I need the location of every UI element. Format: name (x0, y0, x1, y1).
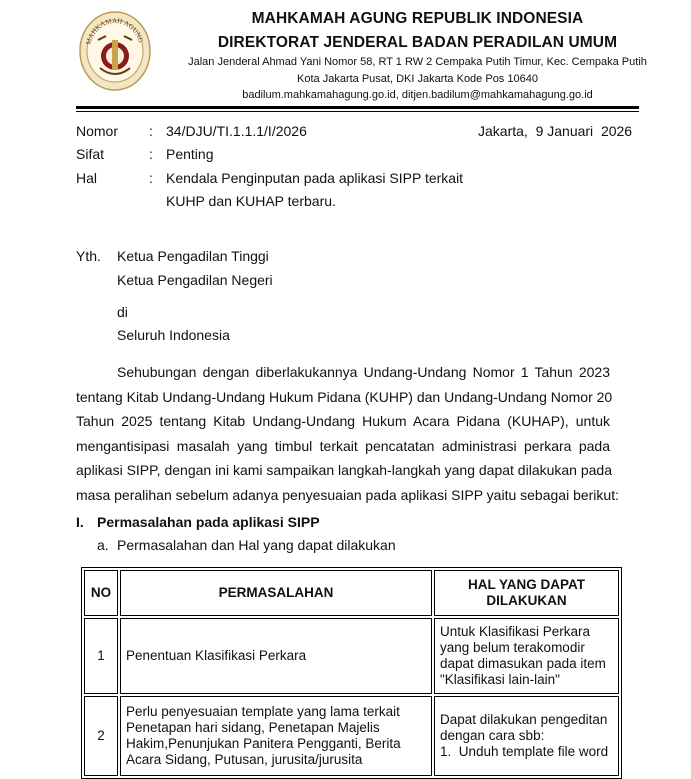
table-row (84, 618, 619, 694)
body-line: masa peralihan sebelum adanya penyesuaian pada aplikasi SIPP yaitu sebagai berikut: (76, 486, 619, 503)
sifat-label: Sifat (76, 146, 105, 162)
header-action-line-2: DILAKUKAN (486, 593, 567, 608)
problem-table (81, 567, 622, 779)
subsection-title: Permasalahan dan Hal yang dapat dilakukan (117, 537, 396, 553)
row-no: 1 (84, 618, 118, 694)
address-line-1: Jalan Jenderal Ahmad Yani Nomor 58, RT 1 RW 2 Cempaka Putih Timur, Kec. Cempaka Putih (188, 56, 647, 68)
body-line: tentang Kitab Undang-Undang Hukum Pidana (KUHP) dan Undang-Undang Nomor 20 (76, 388, 613, 405)
table-header-row (84, 570, 619, 616)
addressee-line-3: di (117, 304, 128, 320)
action-line: Untuk Klasifikasi Perkara (440, 624, 591, 639)
body-line: Sehubungan dengan diberlakukannya Undang-Undang Nomor 1 Tahun 2023 (117, 364, 610, 380)
header-rule-thin (76, 111, 639, 112)
addressee-line-4: Seluruh Indonesia (117, 327, 230, 343)
section-number: I. (76, 514, 84, 530)
court-logo (78, 10, 152, 92)
sifat-colon: : (149, 146, 153, 162)
yth-label: Yth. (76, 248, 101, 264)
subsection-letter: a. (97, 537, 109, 553)
body-line: mengantisipasi masalah yang timbul terkait pencatatan administrasi perkara pada (76, 437, 610, 454)
action-line: yang belum terakomodir (440, 640, 585, 655)
problem-line: Acara Sidang, Putusan, jurusita/jurusita (126, 752, 363, 767)
action-line: dengan cara sbb: (440, 728, 545, 743)
row-problem (120, 696, 432, 776)
hal-value-line-2: KUHP dan KUHAP terbaru. (166, 193, 336, 209)
row-action (434, 696, 619, 776)
section-title: Permasalahan pada aplikasi SIPP (97, 514, 320, 530)
problem-line: Perlu penyesuaian template yang lama terkait (126, 704, 400, 719)
body-paragraph (76, 360, 619, 508)
row-no: 2 (84, 696, 118, 776)
action-line: dapat dimasukan pada item (440, 656, 606, 671)
place-date: Jakarta, 9 Januari 2026 (478, 123, 633, 139)
header-rule (76, 106, 639, 109)
addressee-line-1: Ketua Pengadilan Tinggi (117, 248, 269, 264)
header-no: NO (84, 570, 118, 616)
action-line: Dapat dilakukan pengeditan (440, 712, 608, 727)
nomor-colon: : (149, 123, 153, 139)
problem-line: Penetapan hari sidang, Penetapan Majelis (126, 720, 380, 735)
directorate-name: DIREKTORAT JENDERAL BADAN PERADILAN UMUM (217, 34, 618, 51)
problem-line: Hakim,Penunjukan Panitera Pengganti, Berita (126, 736, 401, 751)
body-line: aplikasi SIPP, dengan ini kami sampaikan langkah-langkah yang dapat dilakukan pada (76, 462, 612, 479)
problem-line: Penentuan Klasifikasi Perkara (126, 648, 307, 663)
hal-label: Hal (76, 170, 98, 186)
institution-name: MAHKAMAH AGUNG REPUBLIK INDONESIA (251, 10, 584, 27)
row-action (434, 618, 619, 694)
addressee-line-2: Ketua Pengadilan Negeri (117, 272, 273, 288)
logo-text: MAHKAMAH AGUNG (84, 16, 145, 46)
header-action (434, 570, 619, 616)
row-problem (120, 618, 432, 694)
sifat-value: Penting (166, 146, 214, 162)
header-problem: PERMASALAHAN (120, 570, 432, 616)
header-action-line-1: HAL YANG DAPAT (467, 577, 586, 592)
hal-value-line-1: Kendala Penginputan pada aplikasi SIPP terkait (166, 170, 464, 186)
body-line: Tahun 2025 tentang Kitab Undang-Undang Hukum Acara Pidana (KUHAP), untuk (76, 413, 610, 430)
hal-colon: : (149, 170, 153, 186)
contact-line: badilum.mahkamahagung.go.id, ditjen.badilum@mahkamahagung.go.id (242, 89, 593, 101)
address-line-2: Kota Jakarta Pusat, DKI Jakarta Kode Pos 10640 (297, 73, 538, 85)
table-row (84, 696, 619, 776)
nomor-value: 34/DJU/TI.1.1.1/I/2026 (166, 123, 307, 139)
action-line: "Klasifikasi lain-lain" (440, 672, 560, 687)
nomor-label: Nomor (76, 123, 119, 139)
action-line: 1. Unduh template file word (440, 744, 609, 759)
